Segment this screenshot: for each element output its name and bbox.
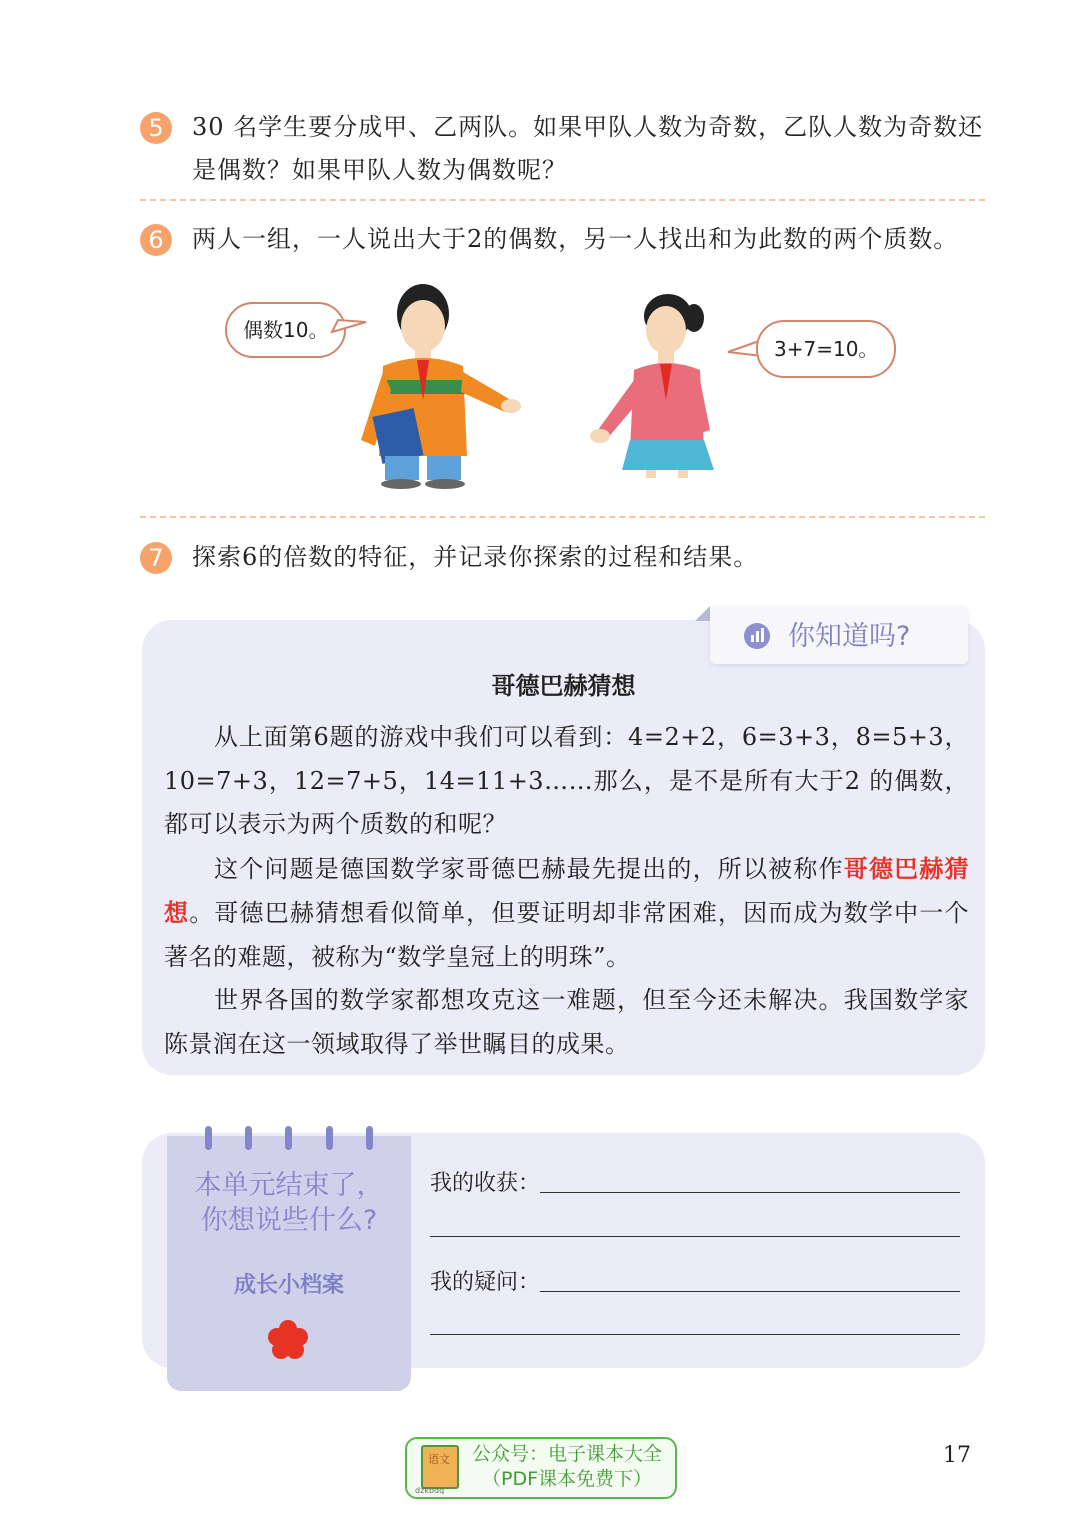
- info-title: 哥德巴赫猜想: [491, 671, 636, 700]
- girl-speech-bubble: [756, 320, 896, 378]
- question-label: 我的疑问：: [430, 1270, 541, 1295]
- question-7: [140, 536, 1000, 579]
- question-5: [140, 106, 1000, 192]
- binder-ring: [245, 1126, 252, 1150]
- flower-icon: [267, 1319, 309, 1361]
- question-number-badge: 7: [140, 542, 172, 574]
- growth-card: [167, 1136, 411, 1391]
- question-number-badge: 5: [140, 112, 172, 144]
- page-number: 17: [943, 1443, 971, 1468]
- gain-label: 我的收获：: [430, 1171, 541, 1196]
- gain-answer-line[interactable]: [430, 1236, 960, 1237]
- info-body: [164, 716, 969, 1066]
- badge-line: （PDF课本免费下）: [481, 1468, 653, 1490]
- paragraph: 世界各国的数学家都想攻克这一难题，但至今还未解决。我国数学家陈景润在这一领域取得了举世瞩目的成果。: [164, 986, 969, 1058]
- divider: [140, 199, 985, 201]
- publisher-badge: [405, 1437, 677, 1499]
- binder-ring: [205, 1126, 212, 1150]
- question-text: 30 名学生要分成甲、乙两队。如果甲队人数为奇数，乙队人数为奇数还是偶数？如果甲队人数为偶数呢？: [192, 113, 984, 184]
- card-prompt-line: 你想说些什么?: [200, 1205, 378, 1236]
- card-title: 成长小档案: [233, 1273, 344, 1298]
- did-you-know-tab: [710, 606, 968, 664]
- binder-ring: [326, 1126, 333, 1150]
- paragraph: [164, 847, 969, 980]
- question-answer-line[interactable]: [540, 1291, 960, 1292]
- card-prompt-line: 本单元结束了，: [194, 1170, 384, 1201]
- question-text: 探索6的倍数的特征，并记录你探索的过程和结果。: [192, 543, 759, 571]
- highlighted-term: 哥德巴赫猜想: [164, 853, 970, 927]
- tab-fold: [695, 606, 710, 621]
- boy-speech-text: 偶数10。: [243, 318, 329, 342]
- badge-text: [467, 1442, 667, 1492]
- tab-label: 你知道吗?: [788, 621, 911, 652]
- girl-illustration: [590, 290, 730, 480]
- girl-speech-text: 3+7=10。: [774, 337, 879, 361]
- paragraph-text: 这个问题是德国数学家哥德巴赫最先提出的，所以被称作: [214, 854, 844, 883]
- book-icon: [421, 1445, 459, 1489]
- gain-answer-line[interactable]: [540, 1192, 960, 1193]
- card-prompt: [167, 1168, 411, 1238]
- binder-ring: [366, 1126, 373, 1150]
- question-text: 两人一组，一人说出大于2的偶数，另一人找出和为此数的两个质数。: [192, 225, 959, 253]
- chart-bar-icon: [744, 623, 770, 649]
- question-6: [140, 218, 1000, 261]
- paragraph-text: 。哥德巴赫猜想看似简单，但要证明却非常困难，因而成为数学中一个著名的难题，被称为“数学皇冠上的明珠”。: [164, 899, 970, 971]
- boy-speech-bubble: [225, 302, 346, 358]
- badge-line: 公众号：电子课本大全: [471, 1443, 662, 1465]
- question-answer-line[interactable]: [430, 1334, 960, 1335]
- book-icon-label: 语文: [428, 1453, 450, 1466]
- badge-caption: dzkbdq: [415, 1486, 445, 1495]
- paragraph: 从上面第6题的游戏中我们可以看到：4=2+2，6=3+3，8=5+3，10=7+3，12=7+5，14=11+3……那么，是不是所有大于2 的偶数，都可以表示为两个质数的和呢？: [164, 723, 969, 838]
- boy-illustration: [345, 280, 525, 490]
- did-you-know-box: [142, 620, 985, 1075]
- binder-ring: [285, 1126, 292, 1150]
- divider: [140, 516, 985, 518]
- question-number-badge: 6: [140, 224, 172, 256]
